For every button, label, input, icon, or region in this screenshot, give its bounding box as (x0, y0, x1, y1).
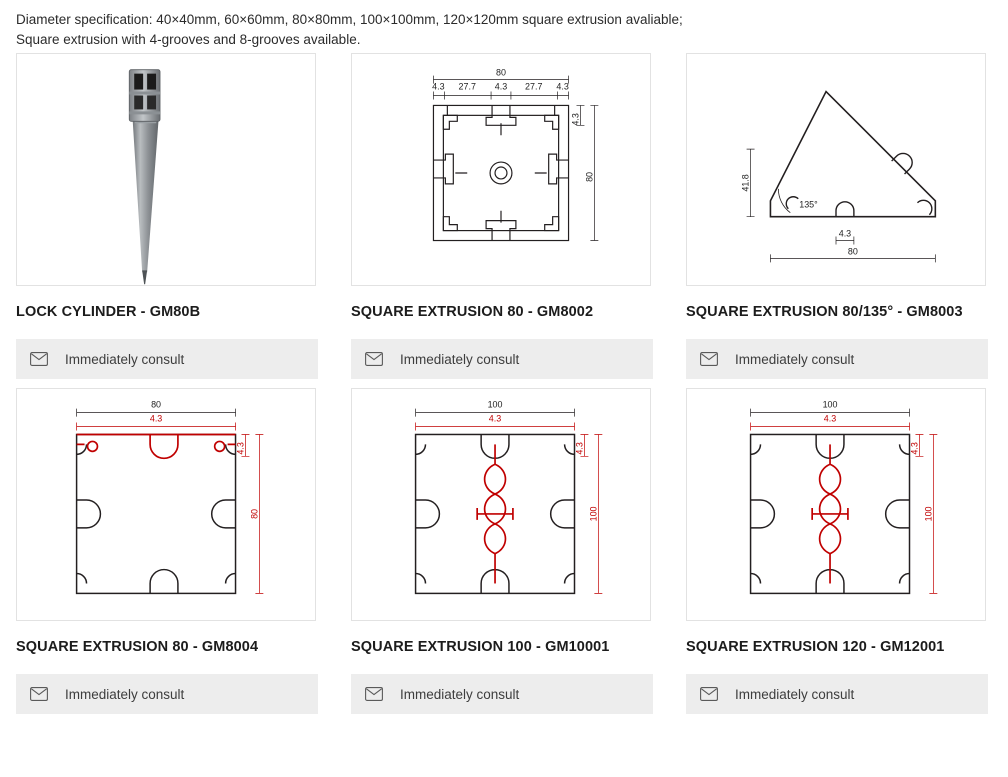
svg-text:80: 80 (584, 172, 595, 183)
products-grid (0, 53, 1008, 723)
svg-text:4.3: 4.3 (570, 113, 581, 126)
product-image-square-120-red-center[interactable] (686, 388, 986, 621)
consult-label: Immediately consult (65, 686, 185, 702)
product-title: SQUARE EXTRUSION 120 - GM12001 (686, 639, 945, 656)
consult-label: Immediately consult (400, 686, 520, 702)
svg-text:27.7: 27.7 (525, 81, 543, 92)
svg-text:4.3: 4.3 (432, 81, 445, 92)
product-title: SQUARE EXTRUSION 80 - GM8002 (351, 304, 594, 321)
svg-text:100: 100 (487, 399, 503, 410)
product-image-lock-cylinder[interactable] (16, 53, 316, 286)
mail-icon (30, 352, 48, 366)
product-card (351, 53, 653, 379)
product-card (686, 388, 988, 714)
svg-text:135°: 135° (799, 199, 818, 210)
consult-label: Immediately consult (735, 351, 855, 367)
product-image-triangle-135[interactable] (686, 53, 986, 286)
spec-line-2: Square extrusion with 4-grooves and 8-grooves available. (16, 31, 361, 47)
product-card (351, 388, 653, 714)
specification-text (0, 0, 1008, 53)
consult-button[interactable] (351, 339, 653, 379)
product-image-square-80-red-top[interactable] (16, 388, 316, 621)
product-title: SQUARE EXTRUSION 80/135° - GM8003 (686, 304, 963, 321)
svg-text:4.3: 4.3 (823, 413, 837, 424)
svg-text:80: 80 (496, 67, 506, 78)
mail-icon (365, 687, 383, 701)
svg-text:4.3: 4.3 (494, 81, 508, 92)
svg-text:27.7: 27.7 (458, 81, 476, 92)
svg-text:4.3: 4.3 (909, 442, 920, 455)
consult-button[interactable] (16, 674, 318, 714)
svg-text:80: 80 (151, 399, 162, 410)
product-image-square-80-8grooves[interactable] (351, 53, 651, 286)
mail-icon (700, 352, 718, 366)
consult-button[interactable] (351, 674, 653, 714)
svg-text:80: 80 (847, 246, 858, 257)
consult-label: Immediately consult (735, 686, 855, 702)
svg-text:41.8: 41.8 (740, 174, 751, 192)
product-image-square-100-red-center[interactable] (351, 388, 651, 621)
svg-text:100: 100 (923, 506, 934, 522)
consult-label: Immediately consult (400, 351, 520, 367)
consult-label: Immediately consult (65, 351, 185, 367)
svg-text:4.3: 4.3 (235, 442, 246, 455)
svg-text:80: 80 (249, 509, 260, 520)
svg-text:100: 100 (588, 506, 599, 522)
mail-icon (30, 687, 48, 701)
consult-button[interactable] (686, 674, 988, 714)
svg-text:4.3: 4.3 (149, 413, 163, 424)
product-title: SQUARE EXTRUSION 100 - GM10001 (351, 639, 610, 656)
svg-text:4.3: 4.3 (574, 442, 585, 455)
svg-text:4.3: 4.3 (556, 81, 569, 92)
mail-icon (700, 687, 718, 701)
mail-icon (365, 352, 383, 366)
svg-text:100: 100 (822, 399, 838, 410)
product-card (16, 388, 318, 714)
svg-text:4.3: 4.3 (488, 413, 502, 424)
svg-text:4.3: 4.3 (838, 228, 852, 239)
product-title: LOCK CYLINDER - GM80B (16, 304, 201, 321)
product-card (686, 53, 988, 379)
consult-button[interactable] (16, 339, 318, 379)
spec-line-1: Diameter specification: 40×40mm, 60×60mm, 80×80mm, 100×100mm, 120×120mm square extrusion avaliable; (16, 12, 683, 27)
product-card (16, 53, 318, 379)
product-title: SQUARE EXTRUSION 80 - GM8004 (16, 639, 259, 656)
consult-button[interactable] (686, 339, 988, 379)
